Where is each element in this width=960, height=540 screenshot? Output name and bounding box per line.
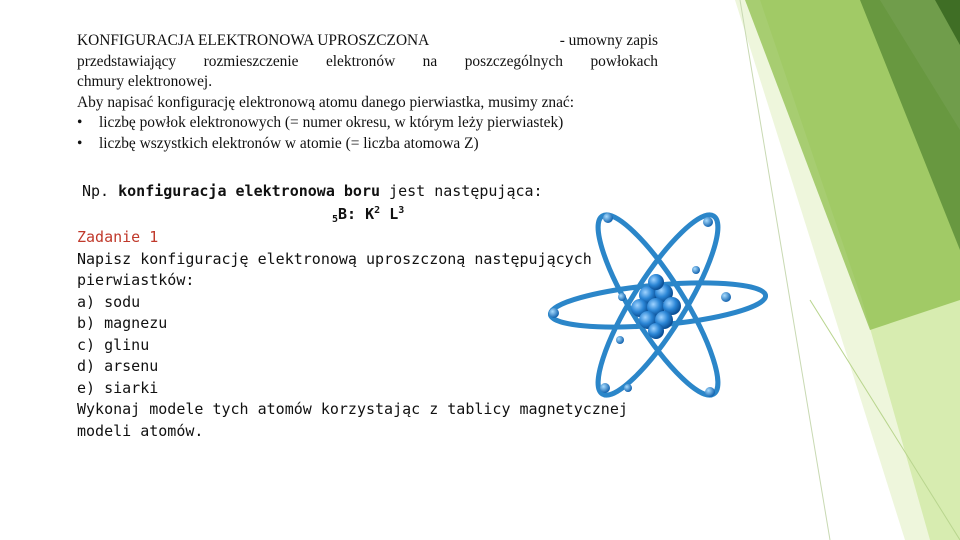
k-shell-count: 2 <box>374 205 381 216</box>
l-shell-count: 3 <box>398 205 405 216</box>
task-block <box>77 227 637 442</box>
task-item: d) arsenu <box>77 357 159 375</box>
example-suffix: jest następująca: <box>380 182 543 200</box>
electron <box>603 213 613 223</box>
definition-tail: - umowny zapis <box>559 32 658 49</box>
task-line: Wykonaj modele tych atomów korzystając z tablicy magnetycznej <box>77 400 628 418</box>
intro-line-4: Aby napisać konfigurację elektronową atomu danego pierwiastka, musimy znać: <box>77 93 575 111</box>
intro-line-3: chmury elektronowej. <box>77 73 213 90</box>
task-item: a) sodu <box>77 292 141 311</box>
bullet-item <box>77 113 658 134</box>
example-bold: konfiguracja elektronowa boru <box>118 182 381 200</box>
example-line <box>82 182 543 200</box>
electron <box>705 387 715 397</box>
formula-l: L <box>380 205 399 223</box>
electron <box>703 217 713 227</box>
task-item: b) magnezu <box>77 314 168 332</box>
bullet-icon: • <box>77 114 83 131</box>
intro-line-1 <box>77 31 658 52</box>
task-line: modeli atomów. <box>77 421 204 440</box>
definition-term: KONFIGURACJA ELEKTRONOWA UPROSZCZONA <box>77 32 430 49</box>
bullet-icon: • <box>77 134 83 152</box>
bullet-text: liczbę wszystkich elektronów w atomie (= liczba atomowa Z) <box>99 134 479 152</box>
intro-paragraph <box>77 31 658 154</box>
task-item: e) siarki <box>77 378 159 397</box>
electron <box>692 266 700 274</box>
intro-line-2: przedstawiający rozmieszczenie elektronów na poszczególnych powłokach <box>77 52 658 70</box>
example-prefix: Np. <box>82 182 119 200</box>
task-item: c) glinu <box>77 335 150 354</box>
bullet-text: liczbę powłok elektronowych (= numer okresu, w którym leży pierwiastek) <box>99 114 564 131</box>
formula-element: B: K <box>338 205 375 223</box>
bullet-item <box>77 134 658 155</box>
task-line: pierwiastków: <box>77 271 195 289</box>
electron <box>721 292 731 302</box>
task-line: Napisz konfigurację elektronową uproszczoną następujących <box>77 249 592 268</box>
task-title: Zadanie 1 <box>77 228 159 246</box>
boron-formula <box>332 205 404 225</box>
atomic-number: 5 <box>332 214 339 225</box>
